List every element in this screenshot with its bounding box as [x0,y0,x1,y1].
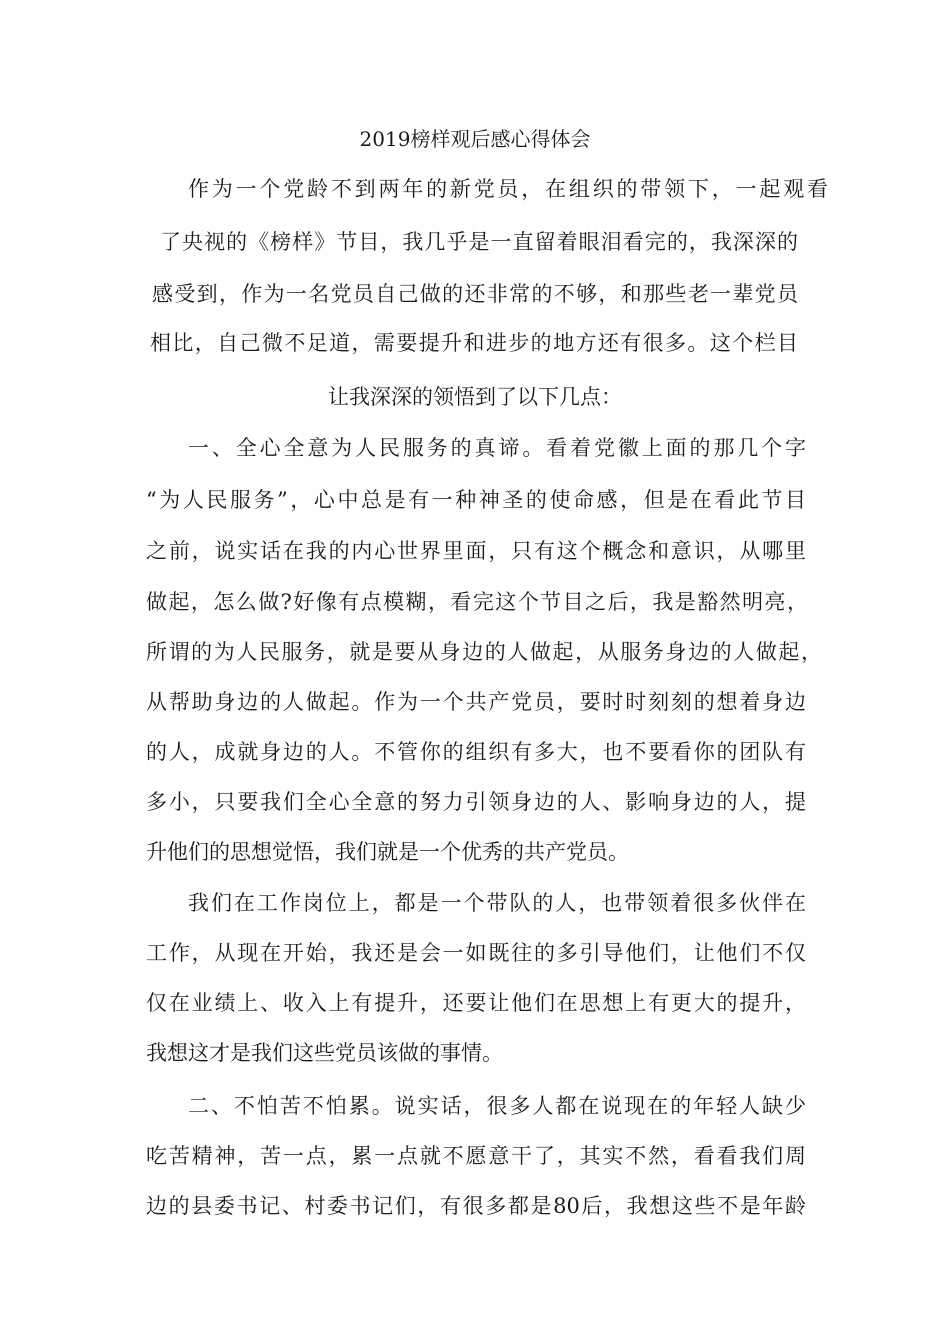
para1-line-1: 一、全心全意为人民服务的真谛。看着党徽上面的那几个字 [188,436,806,460]
intro-line-1: 作为一个党龄不到两年的新党员，在组织的带领下，一起观看 [188,177,828,201]
intro-line-4: 相比，自己微不足道，需要提升和进步的地方还有很多。这个栏目 [150,331,798,355]
para3-line-3: 边的县委书记、村委书记们，有很多都是80后，我想这些不是年龄 [146,1194,806,1218]
para2-line-4: 我想这才是我们这些党员该做的事情。 [146,1041,503,1065]
para1-line-2: “为人民服务”，心中总是有一种神圣的使命感，但是在看此节目 [146,488,806,512]
document-title: 2019榜样观后感心得体会 [359,127,591,151]
para3-line-1: 二、不怕苦不怕累。说实话，很多人都在说现在的年轻人缺少 [188,1094,806,1118]
para1-line-5: 所谓的为人民服务，就是要从身边的人做起，从服务身边的人做起， [146,640,822,664]
para3-line-2: 吃苦精神，苦一点，累一点就不愿意干了，其实不然，看看我们周 [146,1144,806,1168]
para2-line-3: 仅在业绩上、收入上有提升，还要让他们在思想上有更大的提升， [146,991,806,1015]
para2-line-1: 我们在工作岗位上，都是一个带队的人，也带领着很多伙伴在 [188,891,806,915]
intro-line-3: 感受到，作为一名党员自己做的还非常的不够，和那些老一辈党员 [152,282,798,306]
para1-line-8: 多小，只要我们全心全意的努力引领身边的人、影响身边的人，提 [146,790,806,814]
intro-line-5: 让我深深的领悟到了以下几点： [328,385,622,409]
para1-line-9: 升他们的思想觉悟，我们就是一个优秀的共产党员。 [146,840,629,864]
para1-line-7: 的人，成就身边的人。不管你的组织有多大，也不要看你的团队有 [146,740,806,764]
para1-line-6: 从帮助身边的人做起。作为一个共产党员，要时时刻刻的想着身边 [146,690,806,714]
para1-line-4: 做起，怎么做?好像有点模糊，看完这个节目之后，我是豁然明亮， [146,590,808,614]
para1-line-3: 之前，说实话在我的内心世界里面，只有这个概念和意识，从哪里 [146,539,806,563]
para2-line-2: 工作，从现在开始，我还是会一如既往的多引导他们，让他们不仅 [146,941,806,965]
intro-line-2: 了央视的《榜样》节目，我几乎是一直留着眼泪看完的，我深深的 [160,230,798,254]
